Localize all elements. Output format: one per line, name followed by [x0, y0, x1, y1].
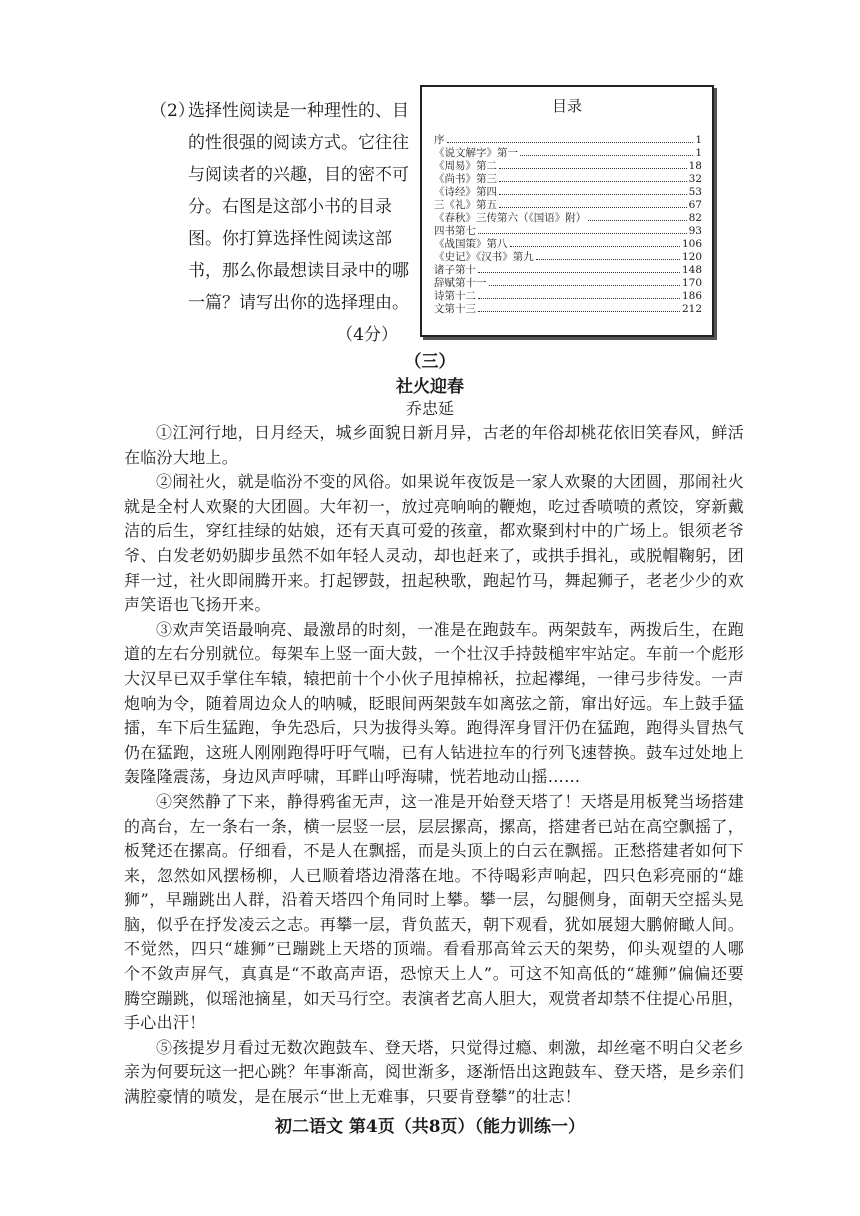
toc-entry-title: 四书第七 [434, 225, 476, 237]
toc-entry-page: 67 [688, 199, 702, 211]
toc-entry [434, 225, 702, 238]
toc-entry-page: 186 [681, 290, 702, 302]
question-number: （2） [150, 101, 195, 121]
article-title: 社火迎春 [396, 377, 464, 397]
toc-entry [434, 173, 702, 186]
toc-entry [434, 147, 702, 160]
page-footer: 初二语文 第4页（共8页）（能力训练一） [274, 1117, 586, 1137]
table-of-contents-figure [420, 85, 714, 337]
section-number: （三） [404, 352, 456, 372]
toc-entry [434, 186, 702, 199]
toc-leader-dots [520, 155, 693, 156]
toc-entry-title: 《春秋》三传第六（《国语》附） [434, 212, 587, 224]
toc-leader-dots [499, 168, 687, 169]
toc-entry-title: 《诗经》第四 [434, 186, 497, 198]
toc-entry-title: 《史记》《汉书》第九 [434, 251, 534, 263]
paragraph-5: ⑤孩提岁月看过无数次跑鼓车、登天塔，只觉得过瘾、刺激，却丝毫不明白父老乡亲为何要玩这一把心跳？年事渐高，阅世渐多，逐渐悟出这跑鼓车、登天塔，是乡亲们满腔豪情的喷发，是在展示“世上无难事，只要肯登攀”的壮志！ [124, 1037, 744, 1107]
article-author: 乔忠延 [405, 399, 454, 418]
toc-entry [434, 160, 702, 173]
toc-leader-dots [499, 207, 687, 208]
toc-entry-title: 《说文解字》第一 [434, 147, 518, 159]
toc-leader-dots [499, 194, 687, 195]
toc-entry-title: 《尚书》第三 [434, 173, 497, 185]
toc-entry-title: 诗第十二 [434, 290, 476, 302]
toc-entry [434, 290, 702, 303]
toc-entry [434, 134, 702, 147]
toc-title: 目录 [551, 97, 582, 115]
toc-entry-page: 53 [688, 186, 702, 198]
toc-entry-page: 212 [681, 303, 702, 315]
toc-entry [434, 303, 702, 316]
toc-entry [434, 277, 702, 290]
toc-entry-page: 170 [681, 277, 702, 289]
article-body [124, 421, 744, 1110]
toc-entry-title: 《战国策》第八 [434, 238, 508, 250]
toc-entry-title: 序 [434, 134, 445, 146]
question-text: 选择性阅读是一种理性的、目的性很强的阅读方式。它往往与阅读者的兴趣，目的密不可分。右图是这部小书的目录图。你打算选择性阅读这部书，那么你最想读目录中的哪一篇？请写出你的选择理由。 （4分） [188, 95, 410, 319]
paragraph-2: ②闹社火，就是临汾不变的风俗。如果说年夜饭是一家人欢聚的大团圆，那闹社火就是全村人欢聚的大团圆。大年初一，放过亮响响的鞭炮，吃过香喷喷的煮饺，穿新戴洁的后生，穿红挂绿的姑娘，还有天真可爱的孩童，都欢聚到村中的广场上。银须老爷爷、白发老奶奶脚步虽然不如年轻人灵动，却也赶来了，或拱手揖礼，或脱帽鞠躬，团拜一过，社火即闹腾开来。打起锣鼓，扭起秧歌，跑起竹马，舞起狮子，老老少少的欢声笑语也飞扬开来。 [124, 472, 744, 615]
toc-entry-page: 93 [688, 225, 702, 237]
toc-entry [434, 212, 702, 225]
paragraph-1: ①江河行地，日月经天，城乡面貌日新月异，古老的年俗却桃花依旧笑春风，鲜活在临汾大地上。 [124, 423, 744, 467]
toc-leader-dots [447, 142, 694, 143]
toc-leader-dots [478, 233, 687, 234]
toc-entry-page: 32 [688, 173, 702, 185]
toc-leader-dots [510, 246, 680, 247]
toc-entry-title: 辞赋第十一 [434, 277, 487, 289]
question-2 [150, 95, 410, 351]
toc-leader-dots [478, 298, 680, 299]
toc-entry-title: 三《礼》第五 [434, 199, 497, 211]
toc-leader-dots [588, 220, 686, 221]
toc-entry [434, 238, 702, 251]
toc-entry-page: 82 [688, 212, 702, 224]
toc-leader-dots [499, 181, 687, 182]
question-score: （4分） [336, 325, 398, 345]
toc-entry-page: 148 [681, 264, 702, 276]
toc-leader-dots [478, 272, 680, 273]
toc-list [434, 134, 702, 316]
toc-entry-page: 18 [688, 160, 702, 172]
toc-entry-title: 诸子第十 [434, 264, 476, 276]
paragraph-4: ④突然静了下来，静得鸦雀无声，这一准是开始登天塔了！天塔是用板凳当场搭建的高台，左一条右一条，横一层竖一层，层层摞高，摞高，搭建者已站在高空飘摇了，板凳还在摞高。仔细看，不是人在飘摇，而是头顶上的白云在飘摇。正愁搭建者如何下来，忽然如风摆杨柳，人已顺着塔边滑落在地。不待喝彩声响起，四只色彩亮丽的“雄狮”，早蹦跳出人群，沿着天塔四个角同时上攀。攀一层，勾腿侧身，面朝天空摇头晃脑，似乎在抒发凌云之志。再攀一层，背负蓝天，朝下观看，犹如展翅大鹏俯瞰人间。不觉然，四只“雄狮”已蹦跳上天塔的顶端。看看那高耸云天的架势，仰头观望的人哪个不敛声屏气，真真是“不敢高声语，恐惊天上人”。可这不知高低的“雄狮”偏偏还要腾空蹦跳，似瑶池摘星，如天马行空。表演者艺高人胆大，观赏者却禁不住提心吊胆，手心出汗！ [124, 791, 744, 1033]
toc-leader-dots [536, 259, 680, 260]
toc-leader-dots [478, 311, 680, 312]
toc-entry-page: 1 [695, 134, 702, 146]
toc-entry [434, 251, 702, 264]
toc-entry-title: 文第十三 [434, 303, 476, 315]
paragraph-3: ③欢声笑语最响亮、最激昂的时刻，一准是在跑鼓车。两架鼓车，两拨后生，在跑道的左右分别就位。每架车上竖一面大鼓，一个壮汉手持鼓槌牢牢站定。车前一个彪形大汉早已双手掌住车辕，辕把前十个小伙子甩掉棉袄，拉起襻绳，一律弓步待发。一声炮响为令，随着周边众人的呐喊，眨眼间两架鼓车如离弦之箭，窜出好远。车上鼓手猛擂，车下后生猛跑，争先恐后，只为拔得头筹。跑得浑身冒汗仍在猛跑，跑得头冒热气仍在猛跑，这班人刚刚跑得吁吁气喘，已有人钻进拉车的行列飞速替换。鼓车过处地上轰隆隆震荡，身边风声呼啸，耳畔山呼海啸，恍若地动山摇…… [124, 619, 744, 787]
toc-entry-page: 120 [681, 251, 702, 263]
toc-entry [434, 264, 702, 277]
toc-entry [434, 199, 702, 212]
toc-entry-page: 106 [681, 238, 702, 250]
toc-leader-dots [489, 285, 680, 286]
toc-entry-title: 《周易》第二 [434, 160, 497, 172]
toc-entry-page: 1 [695, 147, 702, 159]
